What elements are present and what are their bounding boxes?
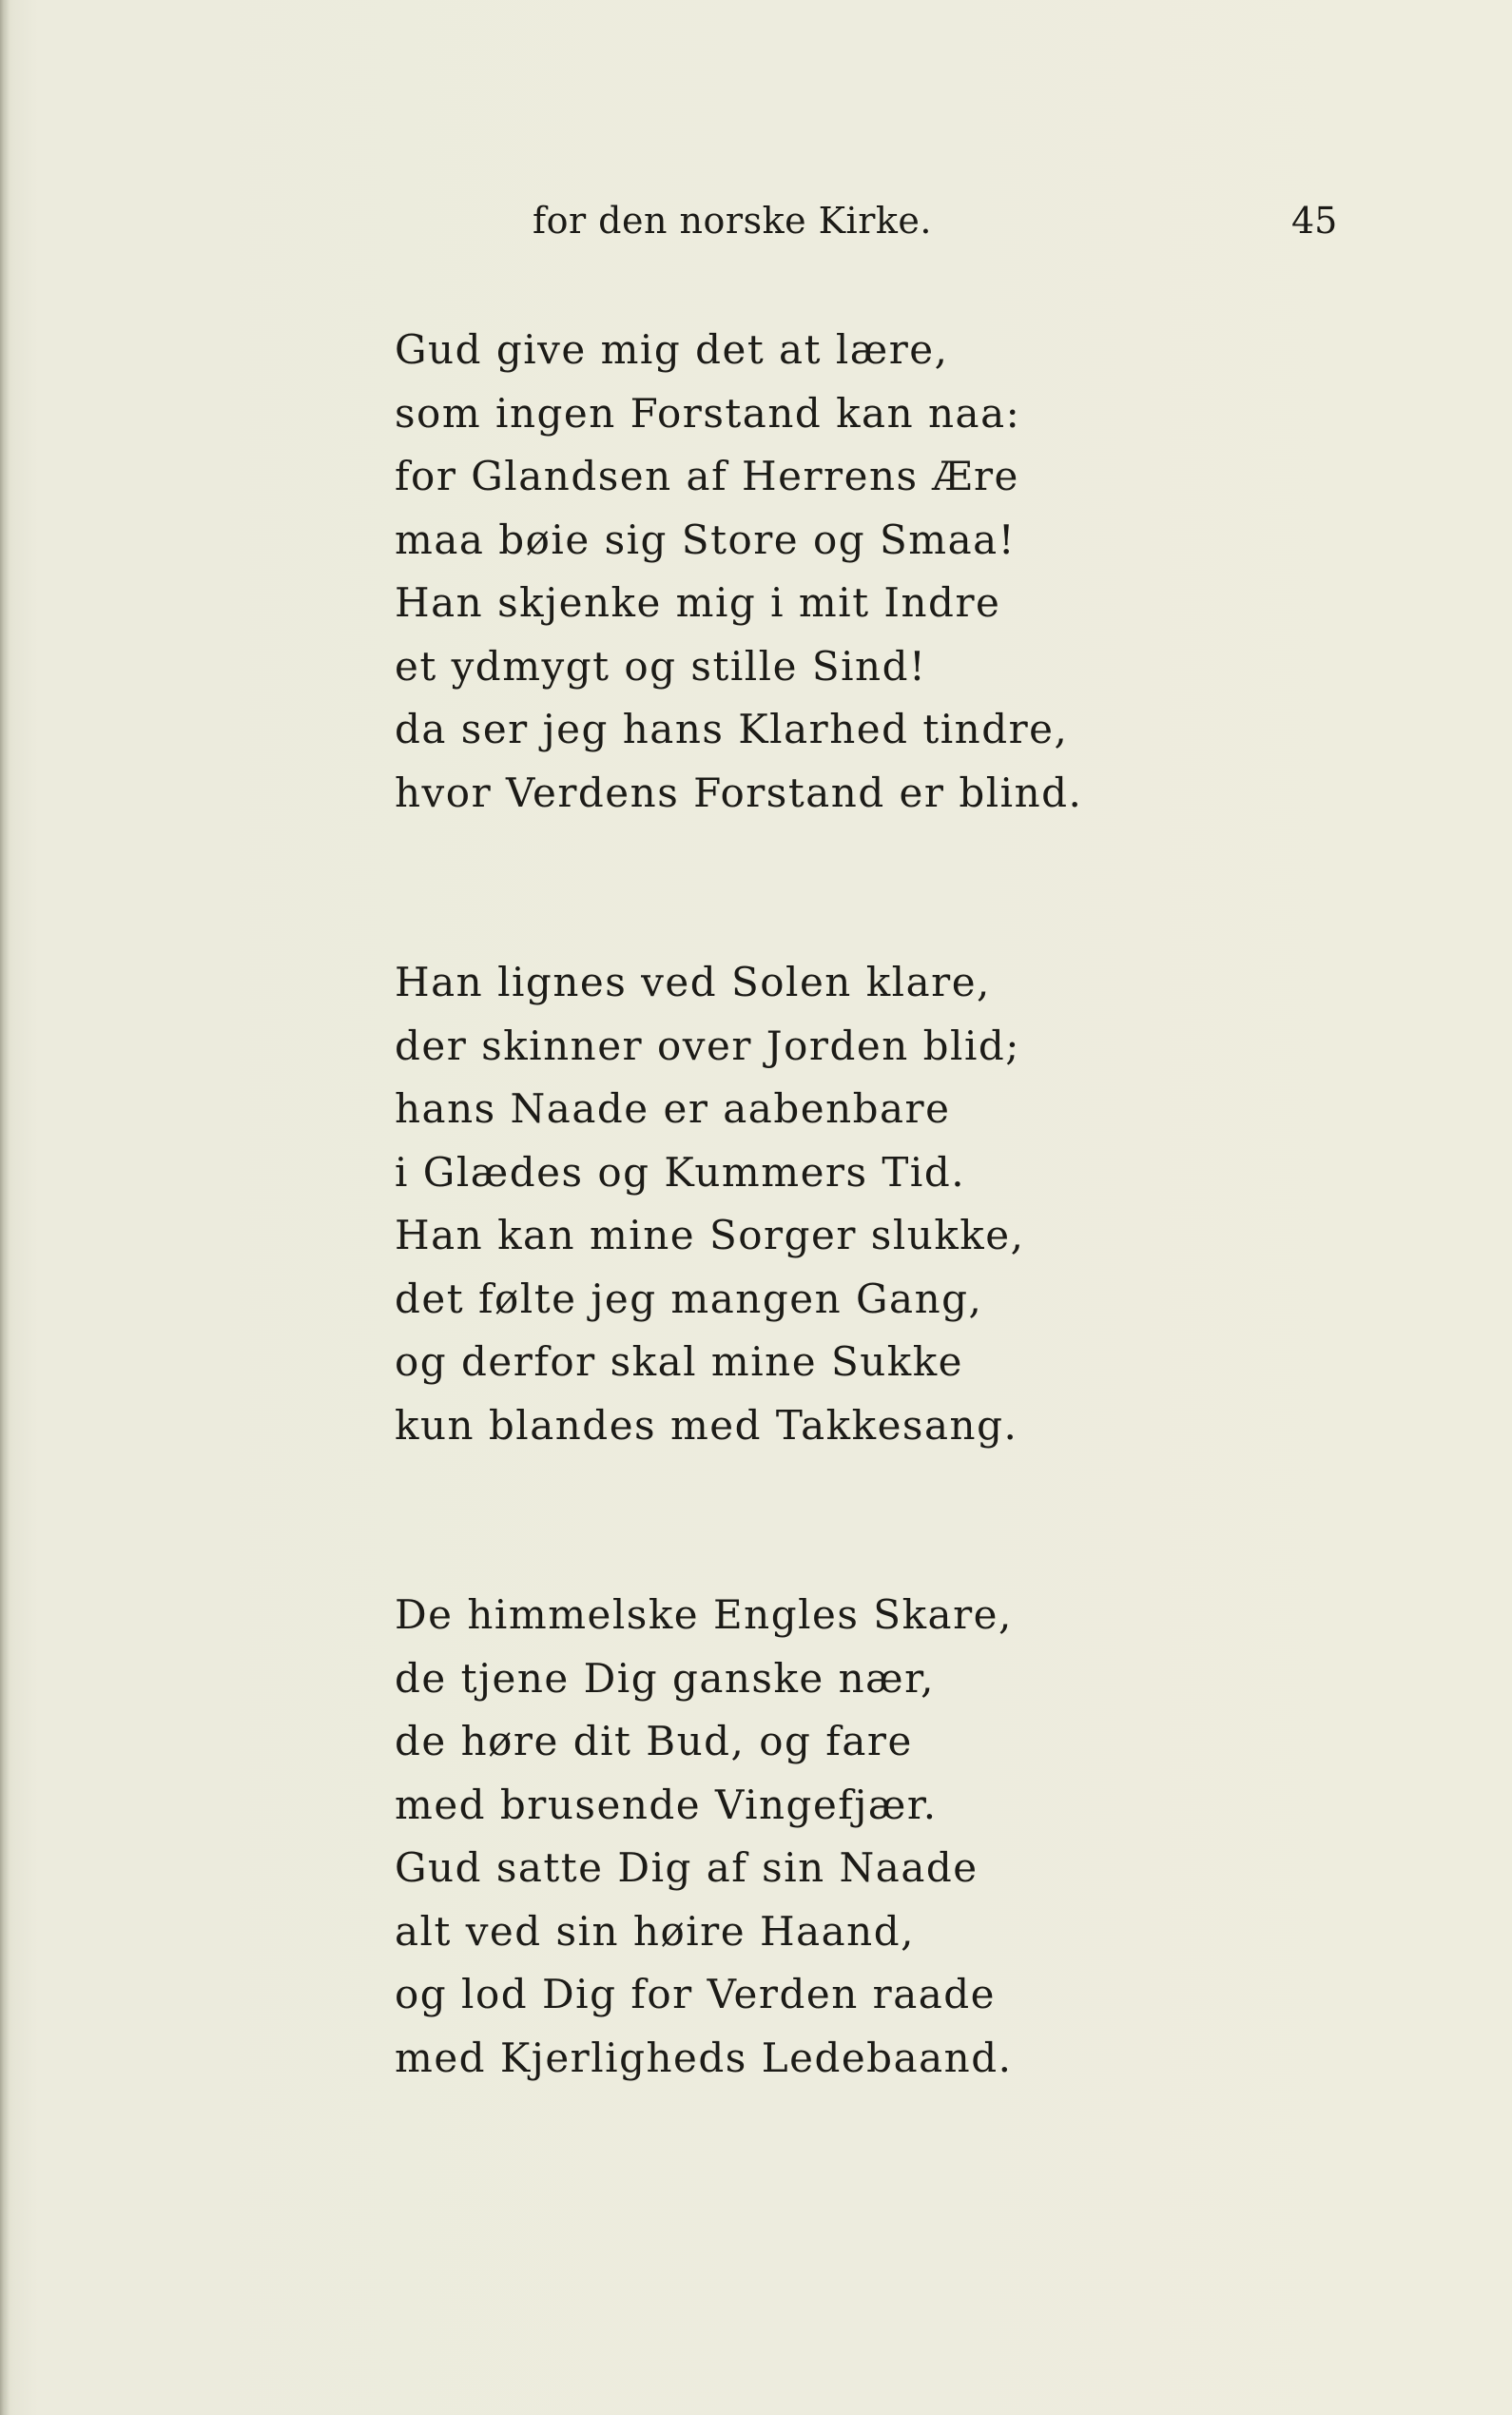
verse-line: Han lignes ved Solen klare, [395,959,991,1005]
verse-line: der skinner over Jorden blid; [395,1022,1020,1069]
stanza-1 [395,319,1346,825]
running-title: for den norske Kirke. [533,200,932,242]
stanza-2 [395,951,1346,1457]
verse-line: og derfor skal mine Sukke [395,1338,964,1385]
verse-line: et ydmygt og stille Sind! [395,642,927,690]
verse-line: med brusende Vingefjær. [395,1781,938,1828]
stanza-3 [395,1584,1346,2090]
verse-line: Gud satte Dig af sin Naade [395,1844,979,1891]
verse-line: og lod Dig for Verden raade [395,1971,997,2017]
verse-line: Han kan mine Sorger slukke, [395,1212,1025,1258]
verse-line: de tjene Dig ganske nær, [395,1654,935,1702]
poem [395,319,1346,2090]
verse-line: alt ved sin høire Haand, [395,1907,915,1955]
page-number: 45 [1291,200,1338,242]
verse-line: med Kjerligheds Ledebaand. [395,2034,1013,2081]
verse-line: de høre dit Bud, og fare [395,1718,913,1764]
verse-line: for Glandsen af Herrens Ære [395,453,1019,499]
page-spine-edge [0,0,10,2415]
verse-line: kun blandes med Takkesang. [395,1401,1018,1449]
verse-line: Han skjenke mig i mit Indre [395,579,1001,626]
page-header [0,200,1512,257]
verse-line: De himmelske Engles Skare, [395,1591,1013,1638]
verse-line: da ser jeg hans Klarhed tindre, [395,706,1069,752]
verse-line: i Glædes og Kummers Tid. [395,1148,966,1196]
verse-line: hvor Verdens Forstand er blind. [395,769,1083,816]
verse-line: som ingen Forstand kan naa: [395,389,1021,437]
verse-line: det følte jeg mangen Gang, [395,1275,983,1322]
verse-line: maa bøie sig Store og Smaa! [395,516,1017,563]
verse-line: hans Naade er aabenbare [395,1085,951,1132]
verse-line: Gud give mig det at lære, [395,326,949,373]
